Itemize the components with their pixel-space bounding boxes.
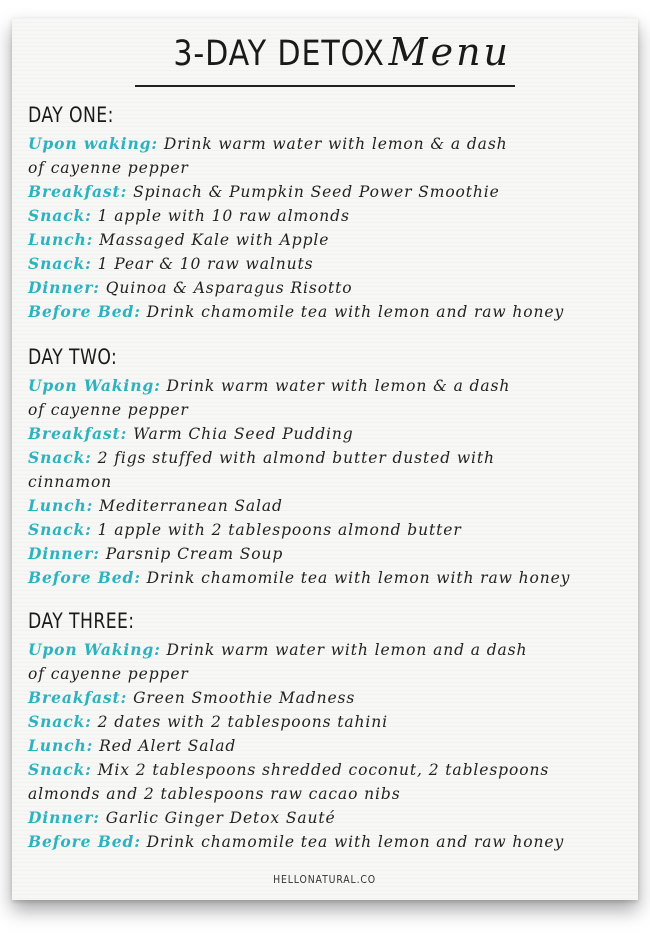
day-three-section: [28, 606, 628, 854]
menu-label: Snack:: [28, 760, 92, 779]
menu-item: [28, 132, 628, 156]
menu-text: Massaged Kale with Apple: [99, 231, 330, 249]
menu-label: Breakfast:: [28, 424, 128, 443]
menu-text: Drink chamomile tea with lemon and raw honey: [146, 833, 565, 851]
menu-text: of cayenne pepper: [28, 401, 189, 419]
menu-item: [28, 806, 628, 830]
menu-item-continuation: [28, 398, 628, 422]
menu-label: Breakfast:: [28, 182, 128, 201]
day-heading: DAY THREE:: [28, 609, 135, 633]
menu-item: [28, 180, 628, 204]
menu-text: Green Smoothie Madness: [133, 689, 356, 707]
day-one-section: [28, 100, 628, 324]
menu-text: Red Alert Salad: [99, 737, 237, 755]
menu-item-continuation: [28, 662, 628, 686]
menu-label: Snack:: [28, 520, 92, 539]
menu-item-continuation: [28, 156, 628, 180]
menu-item: [28, 638, 628, 662]
menu-text: Drink chamomile tea with lemon and raw honey: [146, 303, 565, 321]
title-underline: [135, 30, 515, 87]
menu-text: cinnamon: [28, 473, 113, 491]
menu-item: [28, 276, 628, 300]
menu-text: Drink warm water with lemon & a dash: [166, 377, 511, 395]
menu-item: [28, 830, 628, 854]
menu-label: Snack:: [28, 712, 92, 731]
page-title: [0, 30, 650, 87]
menu-item-continuation: [28, 470, 628, 494]
menu-label: Before Bed:: [28, 832, 141, 851]
menu-text: of cayenne pepper: [28, 665, 189, 683]
menu-label: Dinner:: [28, 278, 100, 297]
menu-text: 2 figs stuffed with almond butter dusted with: [97, 449, 495, 467]
menu-text: Spinach & Pumpkin Seed Power Smoothie: [133, 183, 500, 201]
menu-label: Snack:: [28, 448, 92, 467]
menu-text: Quinoa & Asparagus Risotto: [105, 279, 353, 297]
menu-text: Drink chamomile tea with lemon with raw honey: [146, 569, 571, 587]
menu-label: Upon waking:: [28, 134, 159, 153]
menu-text: 1 apple with 10 raw almonds: [97, 207, 350, 225]
menu-item: [28, 566, 628, 590]
menu-label: Dinner:: [28, 544, 100, 563]
menu-content: [28, 100, 628, 872]
menu-list: [28, 638, 628, 854]
menu-item: [28, 734, 628, 758]
title-main-text: 3-DAY DETOX: [173, 34, 385, 74]
day-two-section: [28, 342, 628, 590]
menu-text: almonds and 2 tablespoons raw cacao nibs: [28, 785, 401, 803]
day-heading: DAY ONE:: [28, 103, 114, 127]
menu-item: [28, 300, 628, 324]
menu-text: Drink warm water with lemon & a dash: [163, 135, 508, 153]
menu-item: [28, 542, 628, 566]
menu-text: Parsnip Cream Soup: [105, 545, 284, 563]
menu-text: Mediterranean Salad: [99, 497, 283, 515]
menu-label: Before Bed:: [28, 568, 141, 587]
footer-text: HELLONATURAL.CO: [273, 873, 377, 886]
menu-label: Lunch:: [28, 496, 94, 515]
menu-label: Snack:: [28, 206, 92, 225]
menu-label: Snack:: [28, 254, 92, 273]
menu-item: [28, 758, 628, 782]
menu-item: [28, 710, 628, 734]
menu-list: [28, 374, 628, 590]
menu-text: 1 apple with 2 tablespoons almond butter: [97, 521, 462, 539]
menu-text: Drink warm water with lemon and a dash: [166, 641, 528, 659]
menu-item: [28, 204, 628, 228]
day-heading: DAY TWO:: [28, 345, 118, 369]
footer-site-credit: [0, 873, 650, 886]
menu-item: [28, 228, 628, 252]
menu-text: Mix 2 tablespoons shredded coconut, 2 tablespoons: [97, 761, 550, 779]
menu-label: Lunch:: [28, 230, 94, 249]
menu-item: [28, 494, 628, 518]
menu-text: of cayenne pepper: [28, 159, 189, 177]
menu-label: Dinner:: [28, 808, 100, 827]
menu-label: Lunch:: [28, 736, 94, 755]
menu-item: [28, 252, 628, 276]
menu-text: 2 dates with 2 tablespoons tahini: [97, 713, 389, 731]
menu-text: Warm Chia Seed Pudding: [133, 425, 354, 443]
menu-item: [28, 686, 628, 710]
menu-list: [28, 132, 628, 324]
menu-label: Upon Waking:: [28, 640, 161, 659]
menu-text: 1 Pear & 10 raw walnuts: [97, 255, 314, 273]
menu-item: [28, 446, 628, 470]
menu-item: [28, 422, 628, 446]
menu-text: Garlic Ginger Detox Sauté: [105, 809, 336, 827]
menu-item: [28, 374, 628, 398]
menu-item-continuation: [28, 782, 628, 806]
menu-label: Breakfast:: [28, 688, 128, 707]
menu-label: Upon Waking:: [28, 376, 161, 395]
menu-item: [28, 518, 628, 542]
title-script-text: Menu: [388, 30, 512, 74]
menu-label: Before Bed:: [28, 302, 141, 321]
